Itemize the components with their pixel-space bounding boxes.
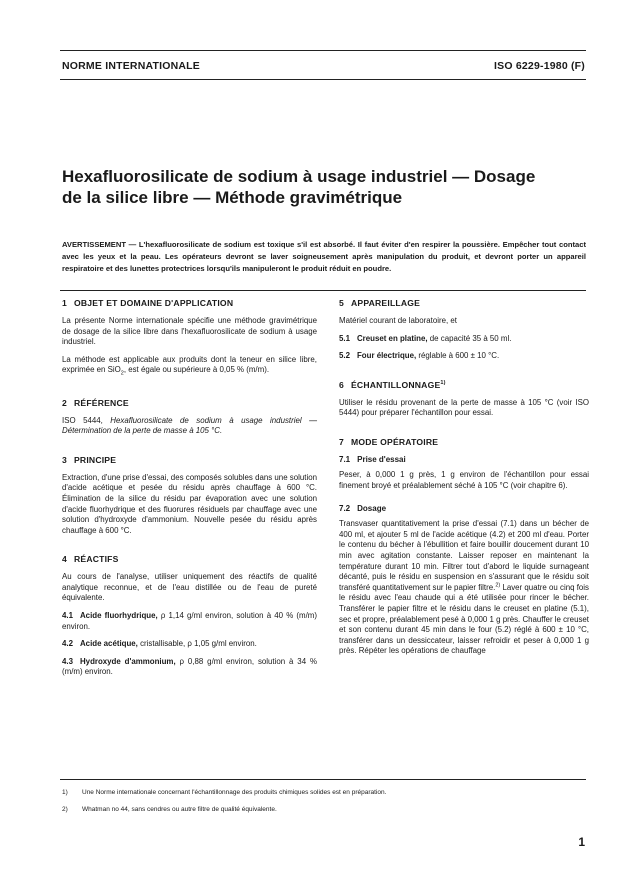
paragraph: Matériel courant de laboratoire, et (339, 316, 457, 325)
footnote-rule (60, 779, 586, 780)
paragraph: Extraction, d'une prise d'essai, des composés solubles dans une solution d'acide acétique et pesée du résidu après chauffage à 600 °C. Élimination de la silice du résidu par évaporation avec une solution d'acide fluorhydrique et des fluorures résiduels par chauffage avec une solution d'hydroxyde d'ammonium. Nouvelle pesée du résidu après chauffage à 600 °C. (62, 472, 317, 535)
warning-text: L'hexafluorosilicate de sodium est toxique s'il est absorbé. Il faut éviter d'en respirer la poussière. Empêcher tout contact avec les yeux et la peau. Les opérateurs devront se laver soigneusement après manipulation du produit, et devront porter un appareil respiratoire et des lunettes protectrices lorsqu'ils manipuleront le produit réduit en poudre. (62, 240, 586, 273)
paragraph: Au cours de l'analyse, utiliser uniquement des réactifs de qualité analytique reconnue, et de l'eau distillée ou de l'eau de pureté équivalente. (62, 572, 317, 603)
section-1 (62, 298, 317, 380)
apparatus-item: 5.1 Creuset en platine, de capacité 35 à 50 ml. (339, 333, 512, 343)
warning-rule (60, 290, 586, 291)
document-title (62, 166, 592, 208)
header-standard-type: NORME INTERNATIONALE (62, 60, 200, 72)
section-heading: 3 PRINCIPE (62, 454, 117, 465)
warning-notice (62, 239, 586, 274)
page-number: 1 (578, 835, 585, 849)
section-heading: 5 APPAREILLAGE (339, 298, 421, 308)
section-heading: 4 RÉACTIFS (62, 554, 119, 565)
section-heading: 2 RÉFÉRENCE (62, 397, 129, 408)
footnote-1: 1) Une Norme internationale concernant l'échantillonnage des produits chimiques solides est en préparation. (62, 789, 387, 796)
paragraph: La présente Norme internationale spécifie une méthode gravimétrique de dosage de la silice libre dans l'hexafluorosilicate de sodium à usage industriel. (62, 316, 317, 347)
reagent-item: 4.2 Acide acétique, cristallisable, ρ 1,05 g/ml environ. (62, 639, 257, 649)
right-column (339, 298, 589, 675)
section-heading: 6 ÉCHANTILLONNAGE$^{1)}$ (339, 379, 446, 390)
apparatus-item: 5.2 Four électrique, réglable à 600 ± 10 °C. (339, 351, 500, 361)
section-3 (62, 455, 317, 537)
left-column (62, 298, 317, 696)
reagent-item: 4.3 Hydroxyde d'ammonium, ρ 0,88 g/ml environ, solution à 34 % (m/m) environ. (62, 656, 317, 677)
section-heading: 1 OBJET ET DOMAINE D'APPLICATION (62, 298, 234, 308)
paragraph: Transvaser quantitativement la prise d'essai (7.1) dans un bécher de 400 ml, et ajouter 5 ml de l'acide acétique (4.2) et 200 ml d'eau. Porter le contenu du bécher à l'ébullition et faire bouillir doucement durant 10 min avec agitation constante. Laisser reposer en maintenant la température durant 10 min. Filtrer tout d'abord le liquide surnageant décanté, puis le résidu en suspension en s'assurant que le résidu soit transféré quantitativement sur le papier filtre.$^{2)}$ Laver quatre ou cinq fois le résidu avec l'eau chaude qui a été utilisée pour rincer le bécher. Transférer le papier filtre et le résidu dans le creuset en platine (5.1), sec et propre, préalablement pesé à 0,000 1 g près. Chauffer le creuset et son contenu durant 45 min dans le four (5.2) réglé à 600 ± 10 °C, transférer dans un dessiccateur, laisser refroidir et peser à 0,000 1 g près. Répéter les opérations de chauffage (339, 519, 590, 656)
paragraph: Utiliser le résidu provenant de la perte de masse à 105 °C (voir ISO 5444) pour préparer l'échantillon pour essai. (339, 397, 589, 418)
paragraph: ISO 5444, Hexafluorosilicate de sodium à usage industriel — Détermination de la perte de masse à 105 °C. (62, 415, 317, 436)
section-heading: 7 MODE OPÉRATOIRE (339, 436, 439, 447)
header-rule (60, 79, 586, 80)
title-line-2: de la silice libre — Méthode gravimétrique (62, 188, 403, 207)
subsection-heading: 7.2 Dosage (339, 504, 387, 514)
subsection-heading: 7.1 Prise d'essai (339, 454, 406, 464)
section-4 (62, 554, 317, 678)
paragraph: Peser, à 0,000 1 g près, 1 g environ de l'échantillon pour essai finement broyé et préalablement séché à 105 °C (voir chapitre 6). (339, 469, 589, 490)
section-6 (339, 380, 589, 419)
header-standard-number: ISO 6229-1980 (F) (494, 60, 585, 72)
paragraph: La méthode est applicable aux produits dont la teneur en silice libre, exprimée en SiO$_2$, est égale ou supérieure à 0,05 % (m/m). (62, 354, 317, 377)
section-7 (339, 437, 589, 657)
section-5 (339, 298, 589, 362)
footnote-2: 2) Whatman no 44, sans cendres ou autre filtre de qualité équivalente. (62, 806, 277, 813)
warning-label: AVERTISSEMENT — (62, 240, 137, 249)
title-line-1: Hexafluorosilicate de sodium à usage industriel — Dosage (62, 167, 536, 186)
reagent-item: 4.1 Acide fluorhydrique, ρ 1,14 g/ml environ, solution à 40 % (m/m) environ. (62, 611, 317, 631)
footnotes (62, 788, 586, 822)
section-2 (62, 398, 317, 437)
top-rule (60, 50, 586, 51)
